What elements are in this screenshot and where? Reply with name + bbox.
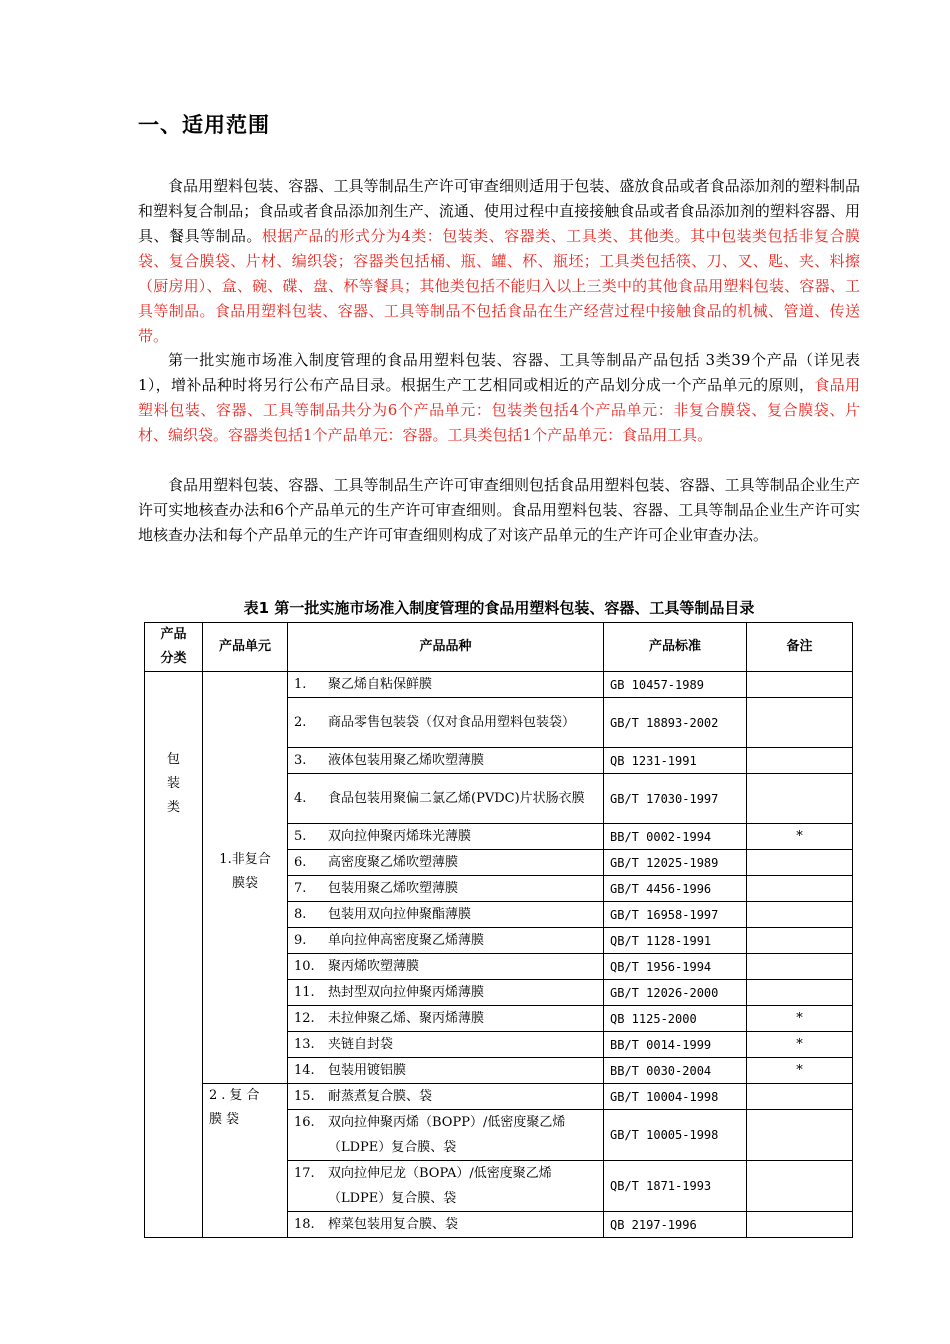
item-name: 聚丙烯吹塑薄膜: [328, 959, 420, 974]
standard-cell: BB/T 0014-1999: [604, 1032, 747, 1058]
header-category: 产品分类: [145, 623, 203, 672]
item-number: 18.: [294, 1217, 315, 1232]
paragraph-review-rules: 食品用塑料包装、容器、工具等制品生产许可审查细则包括食品用塑料包装、容器、工具等制品企业生产许可实地核查办法和6个产品单元的生产许可审查细则。食品用塑料包装、容器、工具等制品企业生产许可实地核查办法和每个产品单元的生产许可审查细则构成了对该产品单元的生产许可企业审查办法。: [138, 476, 860, 544]
variety-cell: [288, 928, 604, 954]
header-note: 备注: [747, 623, 853, 672]
note-cell: *: [747, 1058, 853, 1084]
category-label: 包装类: [166, 752, 180, 815]
note-cell: [747, 1110, 853, 1161]
note-cell: *: [747, 1032, 853, 1058]
variety-cell: [288, 1058, 604, 1084]
item-number: 16.: [294, 1115, 315, 1130]
item-number: 1.: [294, 677, 307, 692]
variety-cell: [288, 954, 604, 980]
item-name: 夹链自封袋: [328, 1037, 394, 1052]
standard-cell: GB/T 17030-1997: [604, 774, 747, 824]
unit-cell-non-composite: [203, 672, 288, 1084]
standard-cell: GB/T 12026-2000: [604, 980, 747, 1006]
item-name: 食品包装用聚偏二氯乙烯(PVDC)片状肠衣膜: [328, 791, 585, 806]
header-variety: 产品品种: [288, 623, 604, 672]
note-cell: [747, 774, 853, 824]
variety-cell: [288, 698, 604, 748]
item-number: 9.: [294, 933, 307, 948]
item-name: 高密度聚乙烯吹塑薄膜: [328, 855, 459, 870]
item-name: 包装用双向拉伸聚酯薄膜: [328, 907, 472, 922]
variety-cell: [288, 1161, 604, 1212]
item-name: 包装用镀铝膜: [328, 1063, 407, 1078]
note-cell: [747, 1161, 853, 1212]
paragraph-scope-text: 食品用塑料包装、容器、工具等制品生产许可审查细则适用于包装、盛放食品或者食品添加剂的塑料制品和塑料复合制品；食品或者食品添加剂生产、流通、使用过程中直接接触食品或者食品添加剂的塑料容器、用具、餐具等制品。: [138, 177, 860, 245]
item-number: 5.: [294, 829, 307, 844]
item-number: 8.: [294, 907, 307, 922]
unit-label: 1.非复合膜袋: [219, 852, 271, 891]
table-caption: 表1 第一批实施市场准入制度管理的食品用塑料包装、容器、工具等制品目录: [243, 599, 755, 617]
standard-cell: GB/T 4456-1996: [604, 876, 747, 902]
item-name: 商品零售包装袋（仅对食品用塑料包装袋）: [328, 715, 576, 730]
item-number: 17.: [294, 1166, 315, 1181]
standard-cell: GB/T 10005-1998: [604, 1110, 747, 1161]
standard-cell: QB 1231-1991: [604, 748, 747, 774]
note-cell: [747, 1084, 853, 1110]
item-name: 双向拉伸尼龙（BOPA）/低密度聚乙烯（LDPE）复合膜、袋: [328, 1166, 552, 1206]
item-name: 热封型双向拉伸聚丙烯薄膜: [328, 985, 485, 1000]
variety-cell: [288, 1084, 604, 1110]
variety-cell: [288, 902, 604, 928]
item-name: 包装用聚乙烯吹塑薄膜: [328, 881, 459, 896]
note-cell: [747, 954, 853, 980]
table-row: [145, 672, 853, 698]
item-name: 耐蒸煮复合膜、袋: [328, 1089, 433, 1104]
item-name: 未拉伸聚乙烯、聚丙烯薄膜: [328, 1011, 485, 1026]
note-cell: *: [747, 1006, 853, 1032]
table-row: [145, 1084, 853, 1110]
standard-cell: BB/T 0030-2004: [604, 1058, 747, 1084]
variety-cell: [288, 1212, 604, 1238]
standard-cell: QB/T 1871-1993: [604, 1161, 747, 1212]
item-name: 榨菜包装用复合膜、袋: [328, 1217, 459, 1232]
standard-cell: QB/T 1956-1994: [604, 954, 747, 980]
standard-cell: GB/T 10004-1998: [604, 1084, 747, 1110]
note-cell: [747, 928, 853, 954]
item-number: 10.: [294, 959, 315, 974]
item-name: 单向拉伸高密度聚乙烯薄膜: [328, 933, 485, 948]
standard-cell: QB/T 1128-1991: [604, 928, 747, 954]
unit-label: 2.复合膜袋: [209, 1088, 264, 1127]
standard-cell: BB/T 0002-1994: [604, 824, 747, 850]
variety-cell: [288, 876, 604, 902]
category-cell: [145, 672, 203, 1238]
item-number: 15.: [294, 1089, 315, 1104]
note-cell: [747, 876, 853, 902]
paragraph-first-batch: [138, 348, 860, 448]
standard-cell: GB 10457-1989: [604, 672, 747, 698]
variety-cell: [288, 672, 604, 698]
note-cell: [747, 748, 853, 774]
variety-cell: [288, 850, 604, 876]
variety-cell: [288, 1110, 604, 1161]
product-catalog-table: [144, 622, 853, 1238]
note-cell: [747, 902, 853, 928]
paragraph-scope-highlight: 根据产品的形式分为4类：包装类、容器类、工具类、其他类。其中包装类包括非复合膜袋、复合膜袋、片材、编织袋；容器类包括桶、瓶、罐、杯、瓶坯；工具类包括筷、刀、叉、匙、夹、料擦（厨房用）、盒、碗、碟、盘、杯等餐具；其他类包括不能归入以上三类中的其他食品用塑料包装、容器、工具等制品。食品用塑料包装、容器、工具等制品不包括食品在生产经营过程中接触食品的机械、管道、传送带。: [138, 227, 860, 345]
variety-cell: [288, 1032, 604, 1058]
note-cell: [747, 698, 853, 748]
paragraph-scope: [138, 174, 860, 349]
standard-cell: QB 1125-2000: [604, 1006, 747, 1032]
paragraph-first-batch-text: 第一批实施市场准入制度管理的食品用塑料包装、容器、工具等制品产品包括 3类39个产品（详见表1），增补品种时将另行公布产品目录。根据生产工艺相同或相近的产品划分成一个产品单元的原则，: [138, 351, 860, 394]
item-name: 双向拉伸聚丙烯（BOPP）/低密度聚乙烯（LDPE）复合膜、袋: [328, 1115, 566, 1155]
item-name: 双向拉伸聚丙烯珠光薄膜: [328, 829, 472, 844]
standard-cell: GB/T 16958-1997: [604, 902, 747, 928]
item-number: 4.: [294, 791, 307, 806]
header-standard: 产品标准: [604, 623, 747, 672]
item-number: 13.: [294, 1037, 315, 1052]
header-unit: 产品单元: [203, 623, 288, 672]
variety-cell: [288, 748, 604, 774]
standard-cell: GB/T 18893-2002: [604, 698, 747, 748]
table-header-row: [145, 623, 853, 672]
item-number: 7.: [294, 881, 307, 896]
item-number: 12.: [294, 1011, 315, 1026]
variety-cell: [288, 774, 604, 824]
item-number: 2.: [294, 715, 307, 730]
item-number: 6.: [294, 855, 307, 870]
item-name: 液体包装用聚乙烯吹塑薄膜: [328, 753, 485, 768]
standard-cell: GB/T 12025-1989: [604, 850, 747, 876]
variety-cell: [288, 980, 604, 1006]
item-number: 14.: [294, 1063, 315, 1078]
section-heading: 一、适用范围: [138, 113, 270, 137]
item-number: 11.: [294, 985, 315, 1000]
variety-cell: [288, 1006, 604, 1032]
note-cell: [747, 850, 853, 876]
variety-cell: [288, 824, 604, 850]
standard-cell: QB 2197-1996: [604, 1212, 747, 1238]
item-number: 3.: [294, 753, 307, 768]
note-cell: [747, 1212, 853, 1238]
note-cell: *: [747, 824, 853, 850]
item-name: 聚乙烯自粘保鲜膜: [328, 677, 433, 692]
unit-cell-composite: [203, 1084, 288, 1238]
note-cell: [747, 672, 853, 698]
note-cell: [747, 980, 853, 1006]
paragraph-first-batch-highlight: 食品用塑料包装、容器、工具等制品共分为6个产品单元：包装类包括4个产品单元：非复合膜袋、复合膜袋、片材、编织袋。容器类包括1个产品单元：容器。工具类包括1个产品单元：食品用工具。: [138, 376, 860, 444]
